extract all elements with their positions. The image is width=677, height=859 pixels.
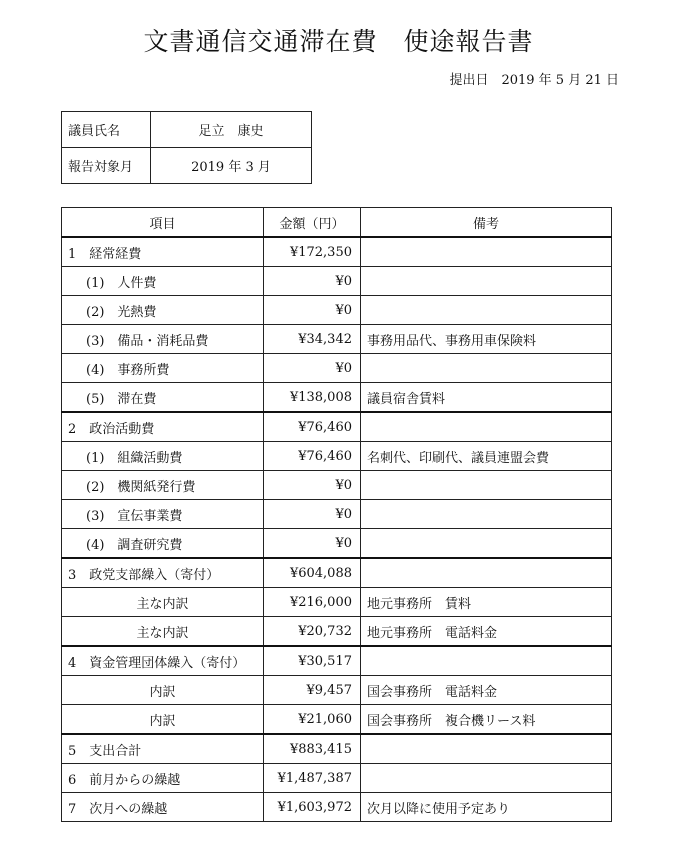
row-note (361, 267, 612, 296)
table-row (62, 793, 612, 822)
row-item: (3) 宣伝事業費 (62, 500, 264, 529)
row-note: 国会事務所 電話料金 (361, 676, 612, 705)
table-row (62, 705, 612, 735)
row-amount: ¥76,460 (264, 442, 361, 471)
row-note (361, 296, 612, 325)
row-note: 名刺代、印刷代、議員連盟会費 (361, 442, 612, 471)
row-item: 主な内訳 (62, 588, 264, 617)
row-amount: ¥20,732 (264, 617, 361, 647)
row-note (361, 237, 612, 267)
page-title: 文書通信交通滞在費 使途報告書 (143, 27, 534, 56)
row-amount: ¥30,517 (264, 646, 361, 676)
row-item: 5 支出合計 (62, 734, 264, 764)
table-row (62, 383, 612, 413)
row-amount: ¥216,000 (264, 588, 361, 617)
row-amount: ¥0 (264, 529, 361, 559)
row-item: 6 前月からの繰越 (62, 764, 264, 793)
header-amount: 金額（円） (264, 208, 361, 238)
row-amount: ¥76,460 (264, 412, 361, 442)
row-note (361, 558, 612, 588)
row-item: (4) 調査研究費 (62, 529, 264, 559)
row-amount: ¥604,088 (264, 558, 361, 588)
member-name: 足立 康史 (151, 112, 312, 148)
row-note: 国会事務所 複合機リース料 (361, 705, 612, 735)
row-item: (1) 人件費 (62, 267, 264, 296)
row-item: 主な内訳 (62, 617, 264, 647)
row-note: 地元事務所 賃料 (361, 588, 612, 617)
row-note (361, 354, 612, 383)
row-item: (5) 滞在費 (62, 383, 264, 413)
table-row (62, 500, 612, 529)
table-row (62, 471, 612, 500)
table-row (62, 442, 612, 471)
row-note (361, 734, 612, 764)
table-row (62, 764, 612, 793)
row-amount: ¥1,603,972 (264, 793, 361, 822)
table-row (62, 296, 612, 325)
row-item: 1 経常経費 (62, 237, 264, 267)
table-row (62, 529, 612, 559)
period-row (62, 148, 312, 184)
row-amount: ¥883,415 (264, 734, 361, 764)
row-note: 次月以降に使用予定あり (361, 793, 612, 822)
table-row (62, 237, 612, 267)
row-item: (4) 事務所費 (62, 354, 264, 383)
table-row (62, 325, 612, 354)
header-item: 項目 (62, 208, 264, 238)
header-note: 備考 (361, 208, 612, 238)
row-amount: ¥1,487,387 (264, 764, 361, 793)
row-note (361, 412, 612, 442)
row-note (361, 646, 612, 676)
table-row (62, 588, 612, 617)
period-label: 報告対象月 (62, 148, 151, 184)
row-note: 議員宿舎賃料 (361, 383, 612, 413)
table-row (62, 734, 612, 764)
row-item: 内訳 (62, 676, 264, 705)
row-amount: ¥9,457 (264, 676, 361, 705)
row-note (361, 500, 612, 529)
row-item: 3 政党支部繰入（寄付） (62, 558, 264, 588)
table-row (62, 267, 612, 296)
submission-date: 提出日 2019 年 5 月 21 日 (449, 73, 619, 88)
member-info-table (61, 111, 312, 184)
row-amount: ¥172,350 (264, 237, 361, 267)
table-row (62, 676, 612, 705)
table-row (62, 412, 612, 442)
row-amount: ¥34,342 (264, 325, 361, 354)
row-item: 7 次月への繰越 (62, 793, 264, 822)
row-note (361, 764, 612, 793)
row-note (361, 471, 612, 500)
expense-table (61, 207, 612, 822)
table-row (62, 646, 612, 676)
table-row (62, 617, 612, 647)
row-item: 2 政治活動費 (62, 412, 264, 442)
row-item: (2) 光熱費 (62, 296, 264, 325)
row-item: (3) 備品・消耗品費 (62, 325, 264, 354)
table-row (62, 354, 612, 383)
row-amount: ¥138,008 (264, 383, 361, 413)
row-note: 事務用品代、事務用車保険料 (361, 325, 612, 354)
row-amount: ¥0 (264, 500, 361, 529)
row-item: 4 資金管理団体繰入（寄付） (62, 646, 264, 676)
member-row (62, 112, 312, 148)
row-amount: ¥0 (264, 471, 361, 500)
table-header-row (62, 208, 612, 238)
member-label: 議員氏名 (62, 112, 151, 148)
row-amount: ¥0 (264, 267, 361, 296)
row-note: 地元事務所 電話料金 (361, 617, 612, 647)
period-value: 2019 年 3 月 (151, 148, 312, 184)
row-item: (1) 組織活動費 (62, 442, 264, 471)
row-item: 内訳 (62, 705, 264, 735)
row-amount: ¥0 (264, 354, 361, 383)
row-note (361, 529, 612, 559)
row-amount: ¥21,060 (264, 705, 361, 735)
row-amount: ¥0 (264, 296, 361, 325)
row-item: (2) 機関紙発行費 (62, 471, 264, 500)
table-row (62, 558, 612, 588)
